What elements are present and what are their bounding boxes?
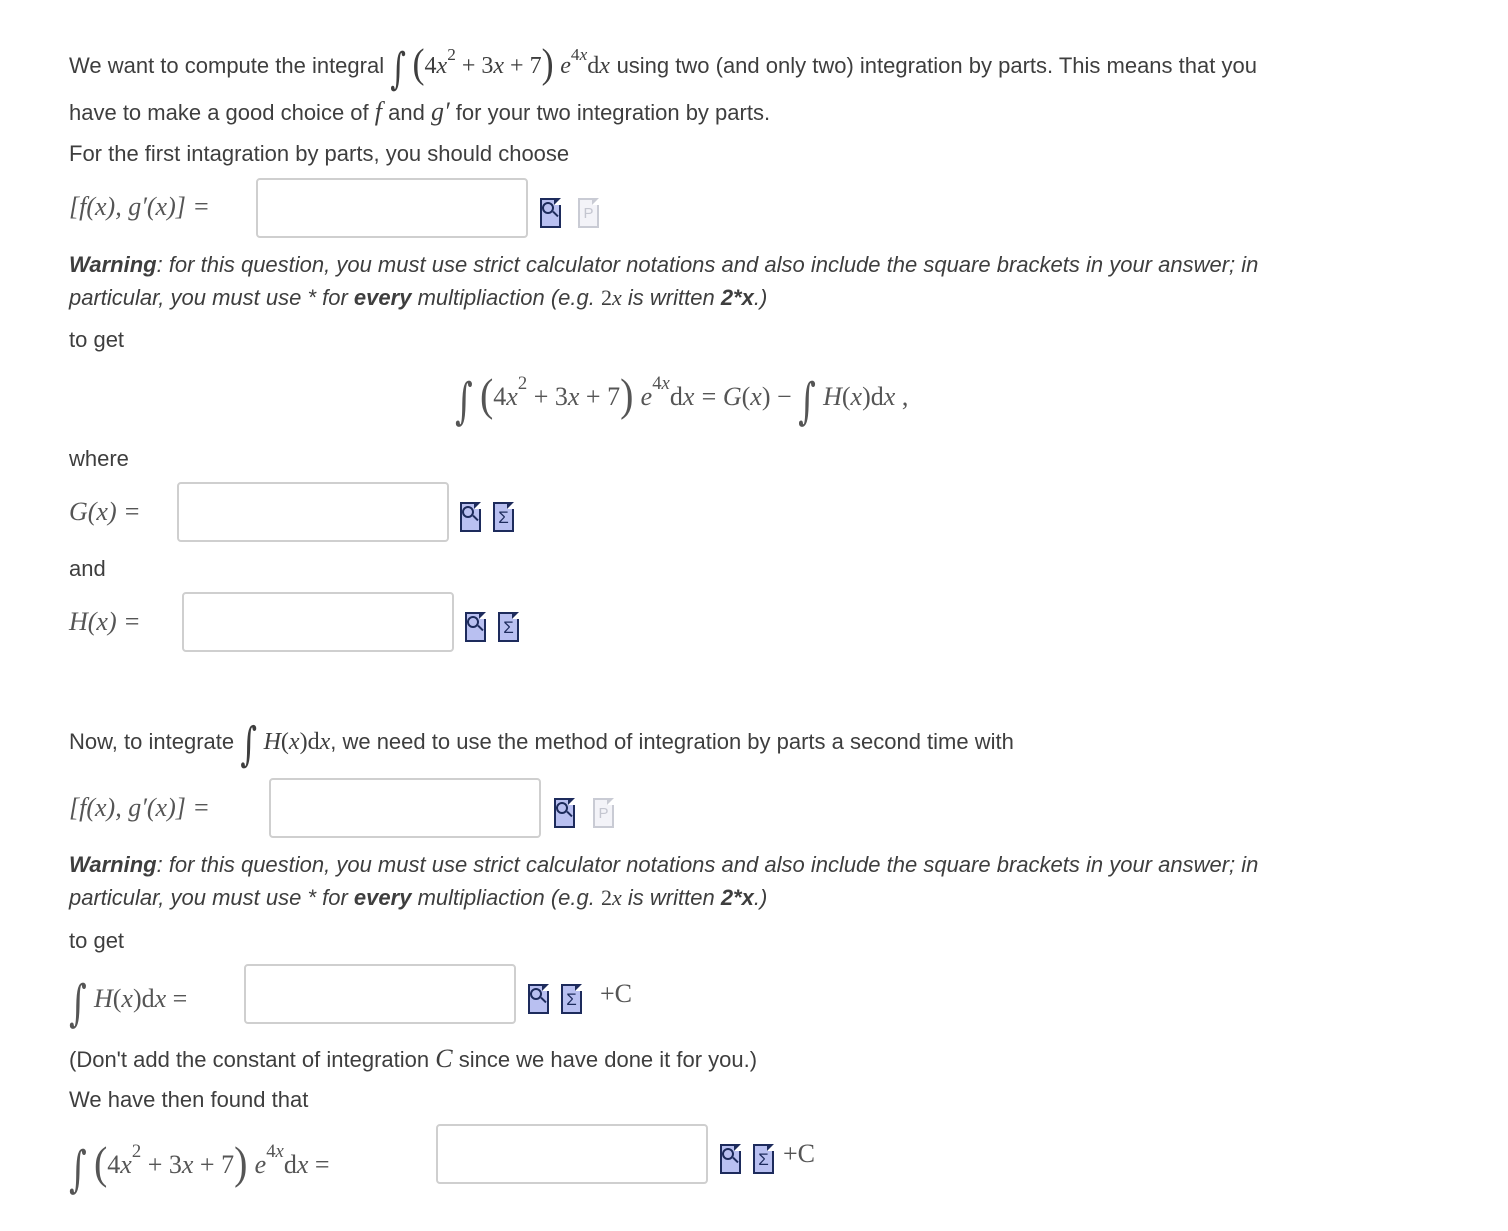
second-intro: [69, 716, 1014, 772]
warning-every: every: [353, 885, 412, 910]
f-symbol: f: [374, 97, 383, 126]
warning-2-line-2: particular, you must use * for every multipliaction (e.g. 2x is written 2*x.): [69, 885, 768, 910]
preview-icon[interactable]: [460, 502, 481, 532]
sigma-icon[interactable]: Σ: [493, 502, 514, 532]
warning-text-3: multipliaction (e.g.: [417, 285, 595, 310]
sigma-icon[interactable]: Σ: [753, 1144, 774, 1174]
warning-text-4: is written: [627, 285, 715, 310]
warning-text-2: particular, you must use * for: [69, 285, 348, 310]
and-label: and: [69, 556, 106, 581]
g-input[interactable]: [177, 482, 449, 542]
main-equation: ∫ $(4x^2 + 3x + 7) e^{4x}dx = G(x)$ − ∫ H(x)dx ,: [455, 368, 909, 431]
warning-1-line-1: [69, 252, 1258, 278]
found-label: We have then found that: [69, 1087, 309, 1112]
to-get-1: to get: [69, 327, 125, 352]
gprime-symbol: g′: [430, 97, 450, 126]
h-label: H(x) =: [69, 607, 141, 636]
intro-line-1: [69, 40, 1257, 95]
preview-icon[interactable]: [540, 198, 561, 228]
warning-every: every: [353, 285, 412, 310]
h-integral-input[interactable]: [244, 964, 516, 1024]
where-label: where: [69, 446, 129, 471]
sigma-icon[interactable]: Σ: [561, 984, 582, 1014]
warning-text: : for this question, you must use strict calculator notations and also include the square brackets in your answer; in: [156, 252, 1259, 277]
warning-text-5: .): [753, 885, 768, 910]
h-input[interactable]: [182, 592, 454, 652]
h-integral-label: ∫ H(x)dx =: [69, 975, 188, 1033]
plus-c-2: +C: [783, 1139, 816, 1168]
warning-text-5: .): [753, 285, 768, 310]
preview-icon[interactable]: [528, 984, 549, 1014]
first-fg-input[interactable]: [256, 178, 528, 238]
final-input[interactable]: [436, 1124, 708, 1184]
preview-icon[interactable]: [720, 1144, 741, 1174]
intro-text-5: for your two integration by parts.: [455, 100, 771, 125]
dont-add-note: (Don't add the constant of integration C since we have done it for you.): [69, 1044, 758, 1073]
warning-text-2: particular, you must use * for: [69, 885, 348, 910]
plus-c-1: +C: [600, 979, 633, 1008]
final-equation-label: ∫ $(4x^2 + 3x + 7) e^{4x}dx$ =: [69, 1136, 330, 1199]
intro-line-2: [69, 97, 770, 127]
second-text-1: Now, to integrate: [69, 729, 235, 754]
dont-add-text-1: (Don't add the constant of integration: [69, 1047, 430, 1072]
warning-2-line-1: [69, 852, 1258, 878]
sigma-icon[interactable]: Σ: [498, 612, 519, 642]
second-fg-label: [f(x), g′(x)] =: [69, 793, 210, 822]
warning-1-line-2: particular, you must use * for every multipliaction (e.g. 2x is written 2*x.): [69, 285, 768, 310]
warning-text: : for this question, you must use strict calculator notations and also include the square brackets in your answer; in: [156, 852, 1259, 877]
intro-text: We want to compute the integral: [69, 53, 385, 78]
first-prompt: For the first intagration by parts, you should choose: [69, 141, 570, 166]
intro-text-2: using two (and only two) integration by parts. This means that you: [616, 53, 1257, 78]
second-text-2: , we need to use the method of integration by parts a second time with: [330, 729, 1014, 754]
warning-bold: Warning: [69, 852, 157, 877]
first-fg-label: [f(x), g′(x)] =: [69, 192, 210, 221]
intro-text-3: have to make a good choice of: [69, 100, 369, 125]
second-fg-input[interactable]: [269, 778, 541, 838]
parse-icon: P: [593, 798, 614, 828]
warning-text-3: multipliaction (e.g.: [417, 885, 595, 910]
integral-formula: ∫ $(4x^2 + 3x + 7)$ $e^{4x}dx$: [390, 40, 610, 95]
warning-example: 2*x: [720, 885, 754, 910]
parse-icon: P: [578, 198, 599, 228]
dont-add-text-2: since we have done it for you.): [458, 1047, 758, 1072]
h-integral: ∫ H(x)dx: [240, 716, 331, 772]
warning-example: 2*x: [720, 285, 754, 310]
intro-text-4: and: [388, 100, 425, 125]
warning-bold: Warning: [69, 252, 157, 277]
g-label: G(x) =: [69, 497, 141, 526]
to-get-2: to get: [69, 928, 125, 953]
warning-text-4: is written: [627, 885, 715, 910]
preview-icon[interactable]: [465, 612, 486, 642]
preview-icon[interactable]: [554, 798, 575, 828]
